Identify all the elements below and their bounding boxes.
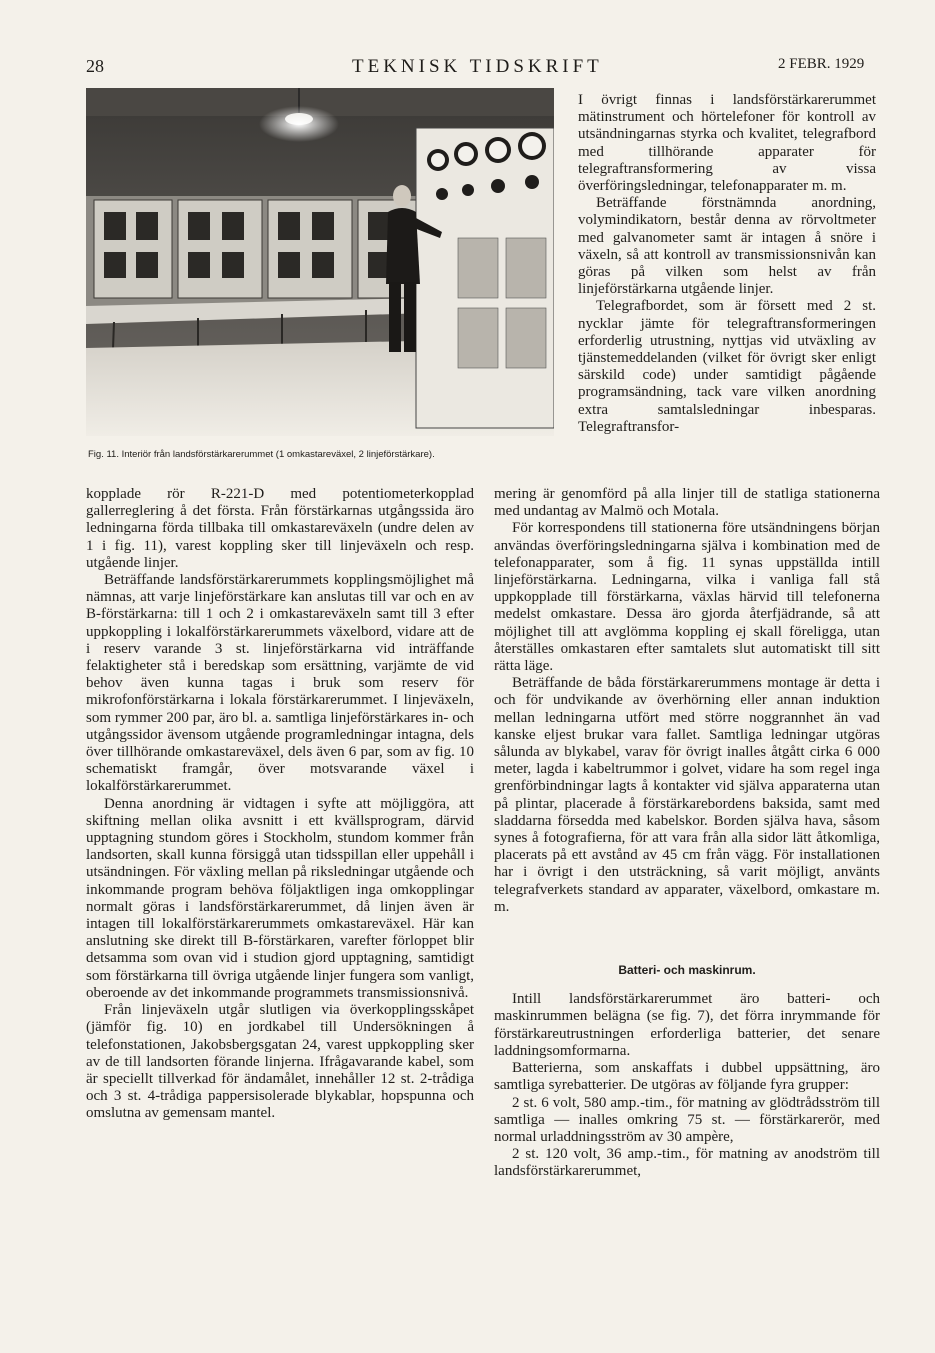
section-heading: Batteri- och maskinrum.	[618, 963, 756, 978]
left-column	[86, 486, 474, 1123]
paragraph: För korrespondens till stationerna före utsändningens början användas överföringsledningarna själva i kombination med de telefonapparater, som å fig. 11 synas uppställda intill linjeförstärkarna. Ledningarna, vilka i vanliga fall stå uppkopplade till förstärkarna, växlas härvid till telefonerna medelst omkastare. Dessa äro gjorda återfjädrande, så att möjlighet till att avglömma koppling ej skall föreligga, utan återställes omkastaren efter samtalets slut automatiskt till sitt rätta läge.	[494, 520, 880, 675]
page-number: 28	[86, 56, 104, 76]
paragraph: 2 st. 6 volt, 580 amp.-tim., för matning av glödtrådsström till samtliga — inalles omkring 75 st. — förstärkarerör, med normal urladdningsström av 30 ampère,	[494, 1094, 880, 1145]
paragraph: Beträffande förstnämnda anordning, volymindikatorn, består denna av rörvoltmeter med galvanometer samt är intagen å snöre i växeln, så att kontroll av transmissionsnivån kan göras på vilken som helst av från linjeförstärkarna utgående linjer.	[578, 195, 876, 298]
figure-photo	[86, 88, 554, 436]
paragraph: Intill landsförstärkarerummet äro batteri- och maskinrummen belägna (se fig. 7), det förra inrymmande för förstärkareutrustningen erforderliga batterier, det senare laddningsomformarna.	[494, 991, 880, 1059]
paragraph: 2 st. 120 volt, 36 amp.-tim., för matning av anodström till landsförstärkarerummet,	[494, 1146, 880, 1180]
right-column-top	[578, 92, 876, 436]
paragraph: I övrigt finnas i landsförstärkarerummet mätinstrument och hörtelefoner för kontroll av utsändningarnas styrka och kvalitet, telegrafbord med tillhörande apparater för telegraftransformering av vissa överföringsledningar, telefonapparater m. m.	[578, 92, 876, 195]
journal-title: TEKNISK TIDSKRIFT	[352, 56, 603, 77]
paragraph: mering är genomförd på alla linjer till de statliga stationerna med undantag av Malmö och Motala.	[494, 486, 880, 520]
paragraph: kopplade rör R-221-D med potentiometerkopplad gallerreglering å det första. Från förstärkarnas utgångssida äro ledningarna förda tillbaka till omkastareväxeln (undre delen av 1 i fig. 11), varest koppling sker till linjeväxeln och resp. utgående linjer.	[86, 486, 474, 571]
paragraph: Från linjeväxeln utgår slutligen via överkopplingsskåpet (jämför fig. 10) en jordkabel till Undersökningen å telefonstationen, Jakobsbergsgatan 24, varest uppkoppling sker av de till landsorten förande linjerna. Ifrågavarande kabel, som är speciellt tillverkad för ändamålet, innehåller 12 st. 2-trådiga och 3 st. 4-trådiga pappersisolerade blykablar, hopspunna och omslutna av gemensam mantel.	[86, 1002, 474, 1122]
paragraph: Beträffande landsförstärkarerummets kopplingsmöjlighet må nämnas, att varje linjeförstärkare kan anslutas till var och en av B-förstärkarna: till 1 och 2 i omkastareväxeln samt till 3 efter uppkoppling i lokalförstärkarerummets växelbord, vidare att de i reserv varande 3 st. linjeförstärkarna vid inträffande felaktigheter stå i beredskap som ersättning, varjämte de vid behov även kunna tagas i bruk som reserv för mikrofonförstärkarna i lokala förstärkarerummet. I linjeväxeln, som rymmer 200 par, äro bl. a. samtliga linjeförstärkares in- och utgångssidor ävensom utgående programledningar intagna, dels över tillhörande omkastareväxel, dels även 6 par, som av fig. 10 schematiskt framgår, över motsvarande växel i lokalförstärkarerummet.	[86, 572, 474, 795]
figure-caption: Fig. 11. Interiör från landsförstärkarerummet (1 omkastareväxel, 2 linjeförstärkare).	[88, 449, 435, 460]
paragraph: Batterierna, som anskaffats i dubbel uppsättning, äro samtliga syrebatterier. De utgöras av följande fyra grupper:	[494, 1060, 880, 1094]
amplifier-room-photo	[86, 88, 554, 436]
paragraph: Denna anordning är vidtagen i syfte att möjliggöra, att skiftning mellan olika avsnitt i ett kvällsprogram, därvid upptagning stundom göres i Stockholm, stundom kommer från landsorten, skall kunna försiggå utan tidsspillan eller uppehåll i utsändningen. För växling mellan på riksledningar utgående och inkommande program behöva följaktligen inga omkopplingar normalt göras i landsförstärkarerummet, då linjen även är intagen till lokalförstärkarerummets omkastareväxel. Här kan anslutning ske direkt till B-förstärkaren, varefter förloppet blir detsamma som ovan vid i studion gjord upptagning, samtidigt som förstärkarna till övriga utgående linjer fungera som vanligt, oberoende av det inkommande programmets transmissionsnivå.	[86, 795, 474, 1001]
issue-date: 2 FEBR. 1929	[778, 56, 865, 72]
right-column-bottom	[494, 486, 880, 1181]
paragraph: Beträffande de båda förstärkarerummens montage är detta i och för undvikande av överhörning eller annan induktion mellan ledningarna utfört med större noggrannhet än vad kanske eljest brukar vara fallet. Samtliga ledningar utgöras sålunda av blykabel, varav för övrigt inalles åtgått cirka 6 000 meter, lagda i kabeltrummor i golvet, vidare ha som regel inga grenförbindningar lagts å kontakter vid själva apparaterna utan på plintar, placerade å förstärkarebordens baksida, samt med sladdarna försedda med kabelskor. Borden själva hava, såsom synes å fotografierna, för att vara från alla sidor lätt åtkomliga, placerats på ett avstånd av 45 cm från vägg. För installationen har i övrigt i den utsträckning, så varit möjligt, använts telegrafverkets standard av apparater, växelbord, omkastare m. m.	[494, 675, 880, 915]
paragraph: Telegrafbordet, som är försett med 2 st. nycklar jämte för telegraftransformeringen erforderlig utrustning, nyttjas vid utväxling av tjänstemeddelanden (vilket för övrigt sker enligt särskild code) under samtidigt pågående programsändning, tack vare vilken anordning extra samtalsledningar inbesparas. Telegraftransfor-	[578, 298, 876, 435]
